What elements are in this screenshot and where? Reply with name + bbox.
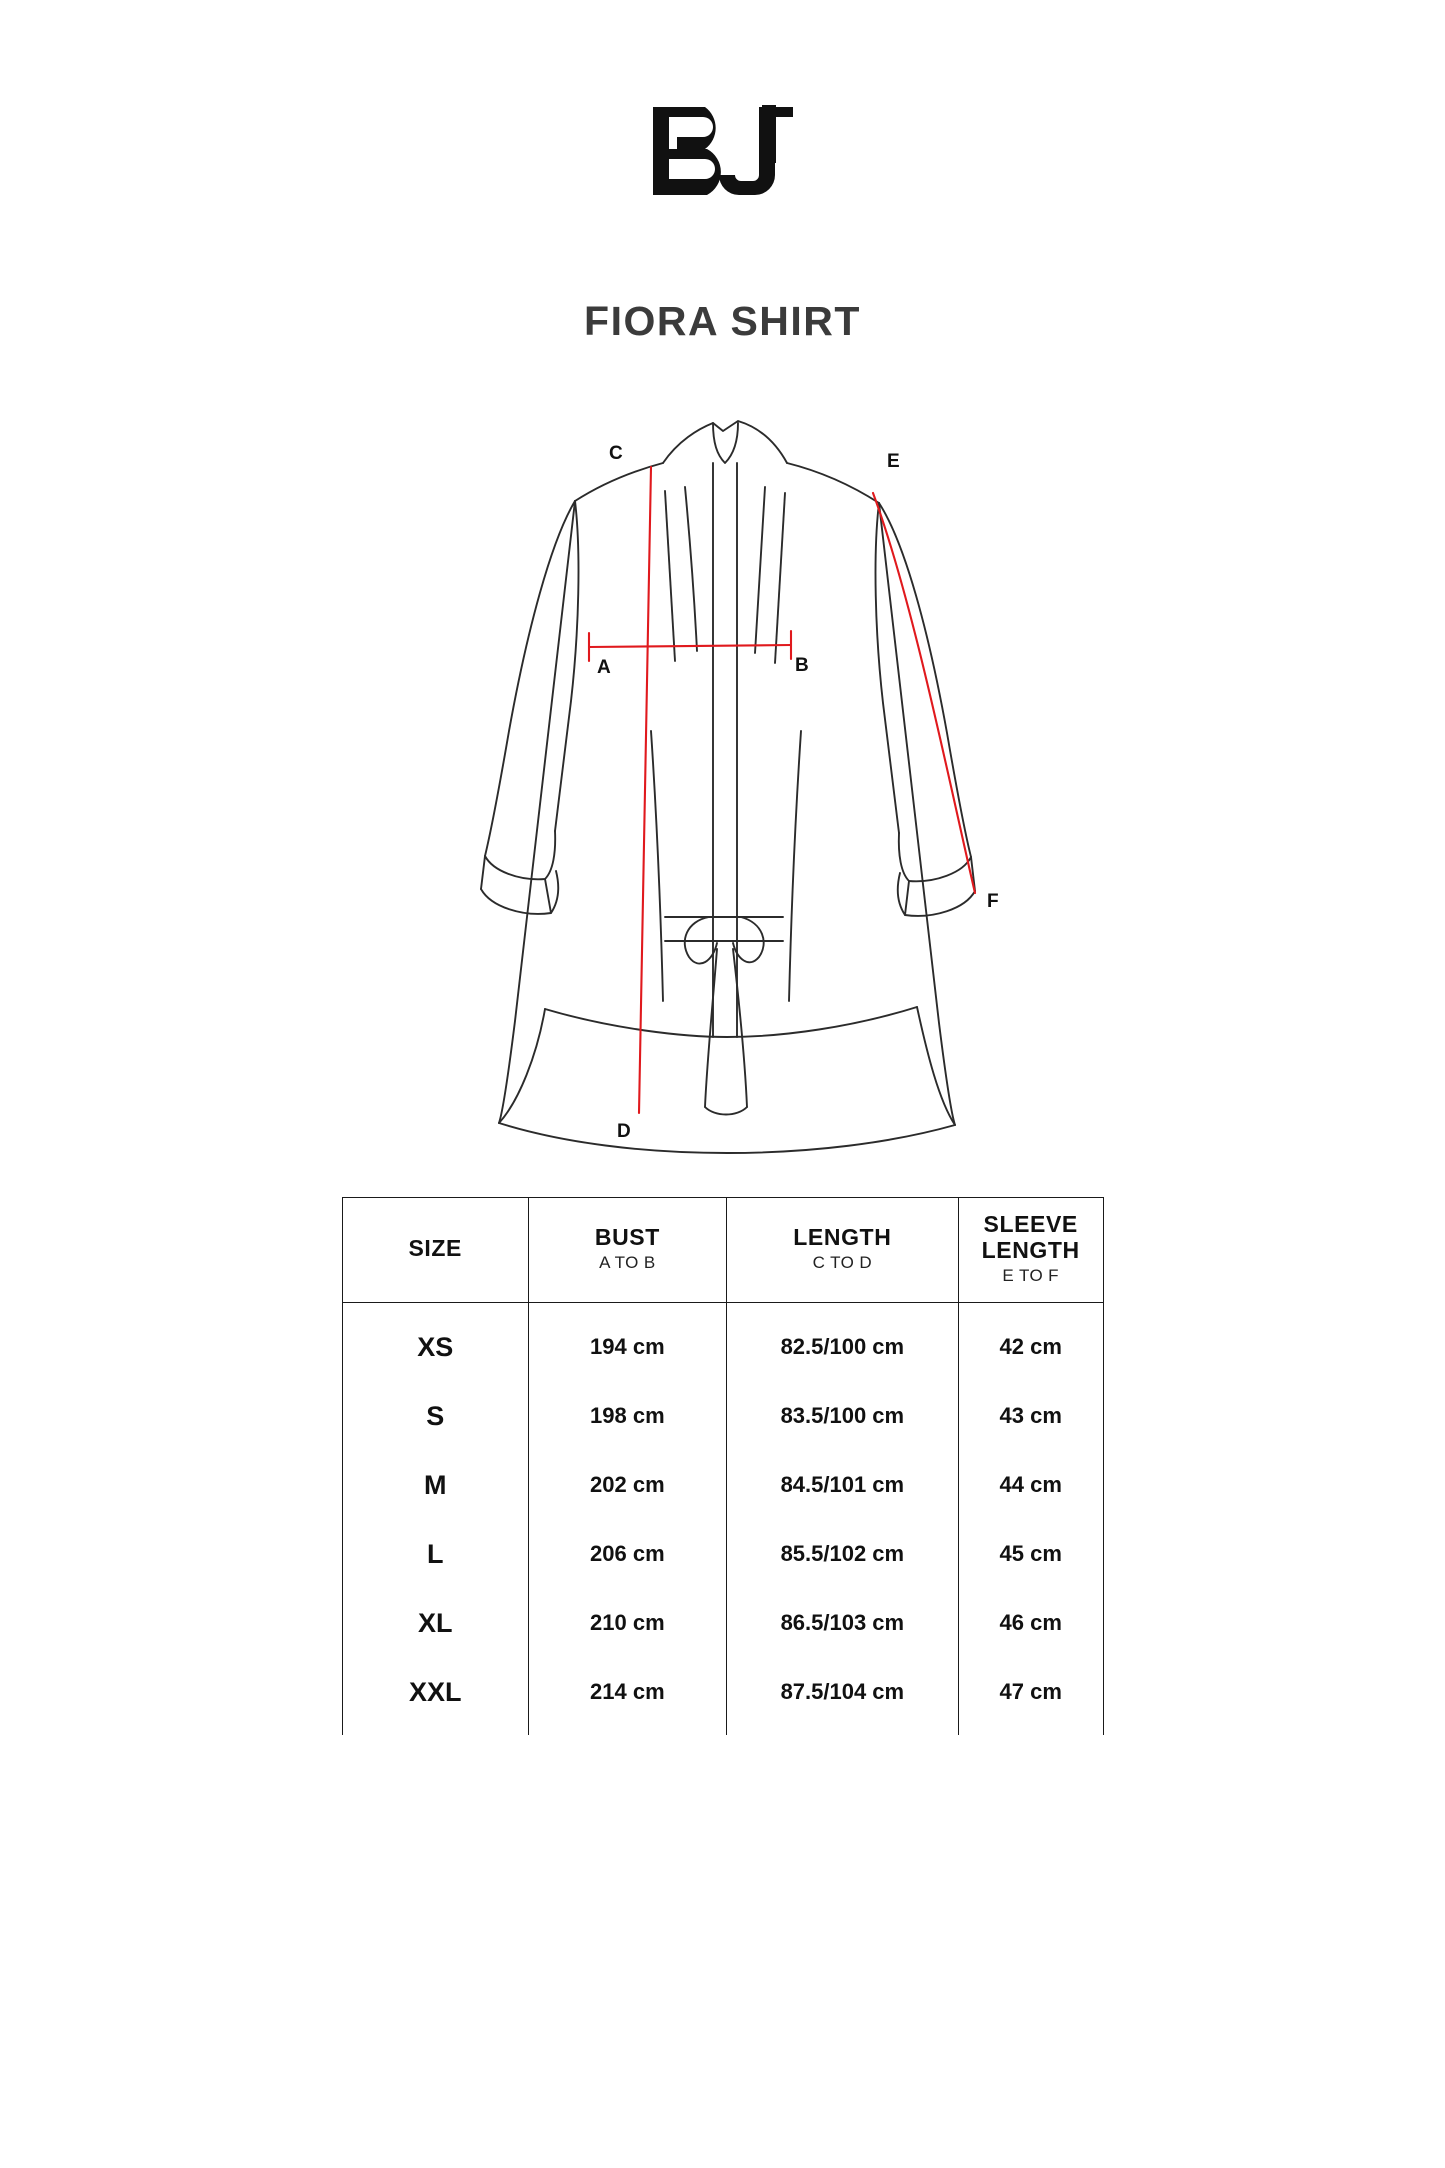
bj-monogram-logo: [643, 101, 803, 201]
cell-sleeve: 42 cm: [958, 1302, 1103, 1382]
column-header-bust: [528, 1198, 726, 1303]
cell-size: S: [342, 1382, 528, 1451]
cell-length: 84.5/101 cm: [726, 1451, 958, 1520]
left-cuff-edge2: [545, 879, 551, 913]
point-label-c: C: [608, 443, 623, 464]
drape-2: [789, 731, 801, 1001]
cell-bust: 198 cm: [528, 1382, 726, 1451]
collar-outline: [663, 421, 787, 463]
cell-length: 85.5/102 cm: [726, 1520, 958, 1589]
cell-length: 83.5/100 cm: [726, 1382, 958, 1451]
table-row: [342, 1451, 1103, 1520]
right-sleeve-inner: [875, 503, 898, 833]
cell-length: 82.5/100 cm: [726, 1302, 958, 1382]
measure-line-e-to-f: [873, 493, 975, 893]
column-header-bust-sub: A TO B: [599, 1252, 656, 1272]
size-chart: [342, 1197, 1104, 1735]
tie-tail-end: [705, 1107, 747, 1115]
point-label-d: D: [616, 1121, 631, 1142]
hem-upper-curve: [545, 1007, 917, 1037]
point-label-b: B: [794, 655, 809, 676]
shirt-drawing-svg: [313, 401, 1133, 1161]
right-cuff-edge2: [905, 881, 909, 915]
column-header-sleeve-main: SLEEVE LENGTH: [981, 1211, 1080, 1263]
column-header-length-main: LENGTH: [793, 1223, 892, 1250]
pleat-3: [755, 487, 765, 653]
hem-left-curve: [499, 1009, 545, 1123]
table-row: [342, 1520, 1103, 1589]
left-sleeve-outer: [485, 501, 575, 856]
pleat-2: [685, 487, 697, 651]
cell-size: M: [342, 1451, 528, 1520]
point-label-f: F: [986, 891, 999, 912]
table-row: [342, 1589, 1103, 1658]
table-body: [342, 1302, 1103, 1735]
pleat-1: [665, 491, 675, 661]
column-header-size: [342, 1198, 528, 1303]
right-cuff-top: [898, 833, 970, 881]
cell-size: XS: [342, 1302, 528, 1382]
tie-tail-left: [705, 949, 717, 1107]
table-row: [342, 1382, 1103, 1451]
table-header: [342, 1198, 1103, 1303]
cell-size: L: [342, 1520, 528, 1589]
point-label-e: E: [886, 451, 900, 472]
cell-sleeve: 43 cm: [958, 1382, 1103, 1451]
cell-length: 87.5/104 cm: [726, 1658, 958, 1735]
cell-sleeve: 46 cm: [958, 1589, 1103, 1658]
column-header-sleeve-sub: E TO F: [1002, 1265, 1059, 1285]
cell-bust: 194 cm: [528, 1302, 726, 1382]
hem-right-curve: [917, 1007, 955, 1125]
cell-bust: 202 cm: [528, 1451, 726, 1520]
cell-bust: 210 cm: [528, 1589, 726, 1658]
cell-sleeve: 45 cm: [958, 1520, 1103, 1589]
table-row: [342, 1302, 1103, 1382]
page-title: FIORA SHIRT: [584, 298, 861, 344]
column-header-bust-main: BUST: [594, 1223, 660, 1250]
shirt-technical-drawing: [313, 401, 1133, 1161]
table-row: [342, 1658, 1103, 1735]
drape-1: [651, 731, 663, 1001]
pleat-4: [775, 493, 785, 663]
cell-bust: 214 cm: [528, 1658, 726, 1735]
measure-line-c-to-d: [639, 467, 651, 1113]
cell-sleeve: 47 cm: [958, 1658, 1103, 1735]
cell-length: 86.5/103 cm: [726, 1589, 958, 1658]
cell-size: XXL: [342, 1658, 528, 1735]
left-sleeve-inner: [555, 501, 578, 831]
measure-line-a-to-b: [589, 645, 791, 647]
cell-sleeve: 44 cm: [958, 1451, 1103, 1520]
cell-size: XL: [342, 1589, 528, 1658]
left-cuff-edge: [481, 856, 485, 889]
table-header-row: [342, 1198, 1103, 1303]
right-shoulder: [787, 463, 879, 503]
brand-logo: [633, 96, 813, 206]
point-label-a: A: [596, 657, 611, 678]
cell-bust: 206 cm: [528, 1520, 726, 1589]
column-header-length: [726, 1198, 958, 1303]
tie-tail-right: [733, 949, 747, 1107]
left-body-seam: [499, 501, 575, 1123]
left-cuff-top: [485, 831, 555, 879]
size-table: [342, 1197, 1104, 1735]
column-header-size-main: SIZE: [408, 1234, 462, 1261]
column-header-length-sub: C TO D: [812, 1252, 873, 1272]
hem-outline: [499, 1123, 955, 1153]
column-header-sleeve: [958, 1198, 1103, 1303]
